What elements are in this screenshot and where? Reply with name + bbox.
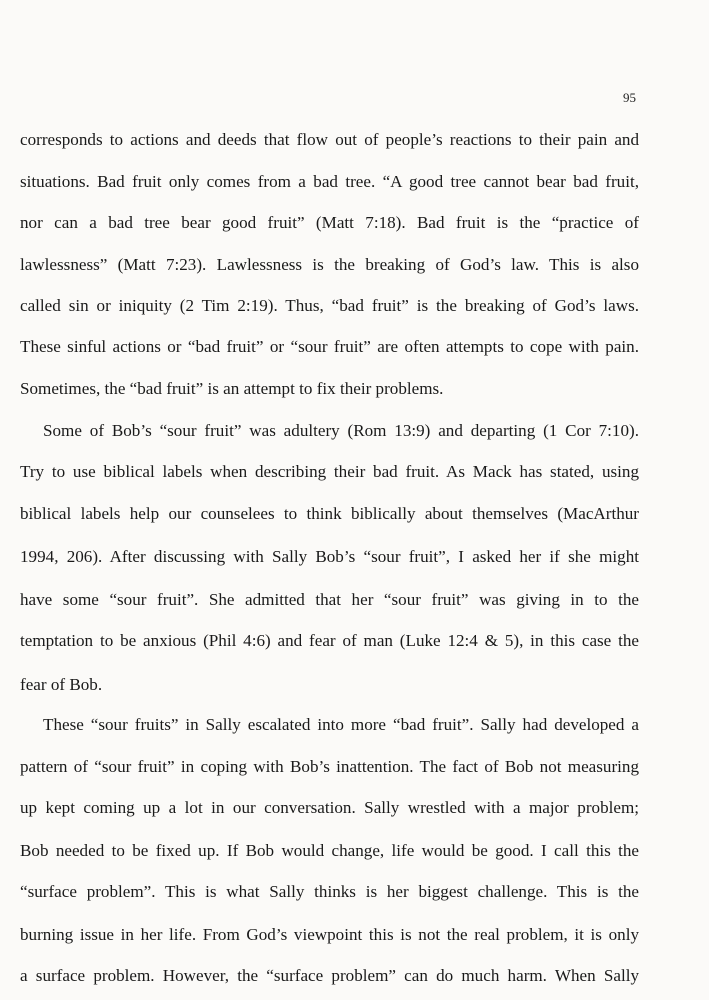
text-line: have some “sour fruit”. She admitted that her “sour fruit” was giving in to the	[20, 590, 639, 609]
text-line: Sometimes, the “bad fruit” is an attempt to fix their problems.	[20, 379, 444, 398]
text-line: temptation to be anxious (Phil 4:6) and fear of man (Luke 12:4 & 5), in this case the	[20, 631, 639, 650]
text-line: situations. Bad fruit only comes from a bad tree. “A good tree cannot bear bad fruit,	[20, 172, 639, 191]
text-line: Bob needed to be fixed up. If Bob would change, life would be good. I call this the	[20, 841, 639, 860]
text-line: up kept coming up a lot in our conversation. Sally wrestled with a major problem;	[20, 798, 639, 817]
text-line: called sin or iniquity (2 Tim 2:19). Thus, “bad fruit” is the breaking of God’s laws.	[20, 296, 639, 315]
text-line: These sinful actions or “bad fruit” or “sour fruit” are often attempts to cope with pain.	[20, 337, 639, 356]
text-line: a surface problem. However, the “surface problem” can do much harm. When Sally	[20, 966, 639, 985]
text-line: “surface problem”. This is what Sally thinks is her biggest challenge. This is the	[20, 882, 639, 901]
text-line: nor can a bad tree bear good fruit” (Matt 7:18). Bad fruit is the “practice of	[20, 213, 639, 232]
text-line: These “sour fruits” in Sally escalated into more “bad fruit”. Sally had developed a	[43, 715, 639, 734]
text-line: biblical labels help our counselees to think biblically about themselves (MacArthur	[20, 504, 639, 523]
text-line: lawlessness” (Matt 7:23). Lawlessness is the breaking of God’s law. This is also	[20, 255, 639, 274]
text-line: burning issue in her life. From God’s viewpoint this is not the real problem, it is only	[20, 925, 639, 944]
text-line: 1994, 206). After discussing with Sally Bob’s “sour fruit”, I asked her if she might	[20, 547, 639, 566]
text-line: Some of Bob’s “sour fruit” was adultery (Rom 13:9) and departing (1 Cor 7:10).	[43, 421, 639, 440]
text-line: pattern of “sour fruit” in coping with Bob’s inattention. The fact of Bob not measuring	[20, 757, 639, 776]
page-number: 95	[623, 90, 636, 105]
text-line: corresponds to actions and deeds that flow out of people’s reactions to their pain and	[20, 130, 639, 149]
text-line: fear of Bob.	[20, 675, 103, 694]
text-line: Try to use biblical labels when describing their bad fruit. As Mack has stated, using	[20, 462, 639, 481]
